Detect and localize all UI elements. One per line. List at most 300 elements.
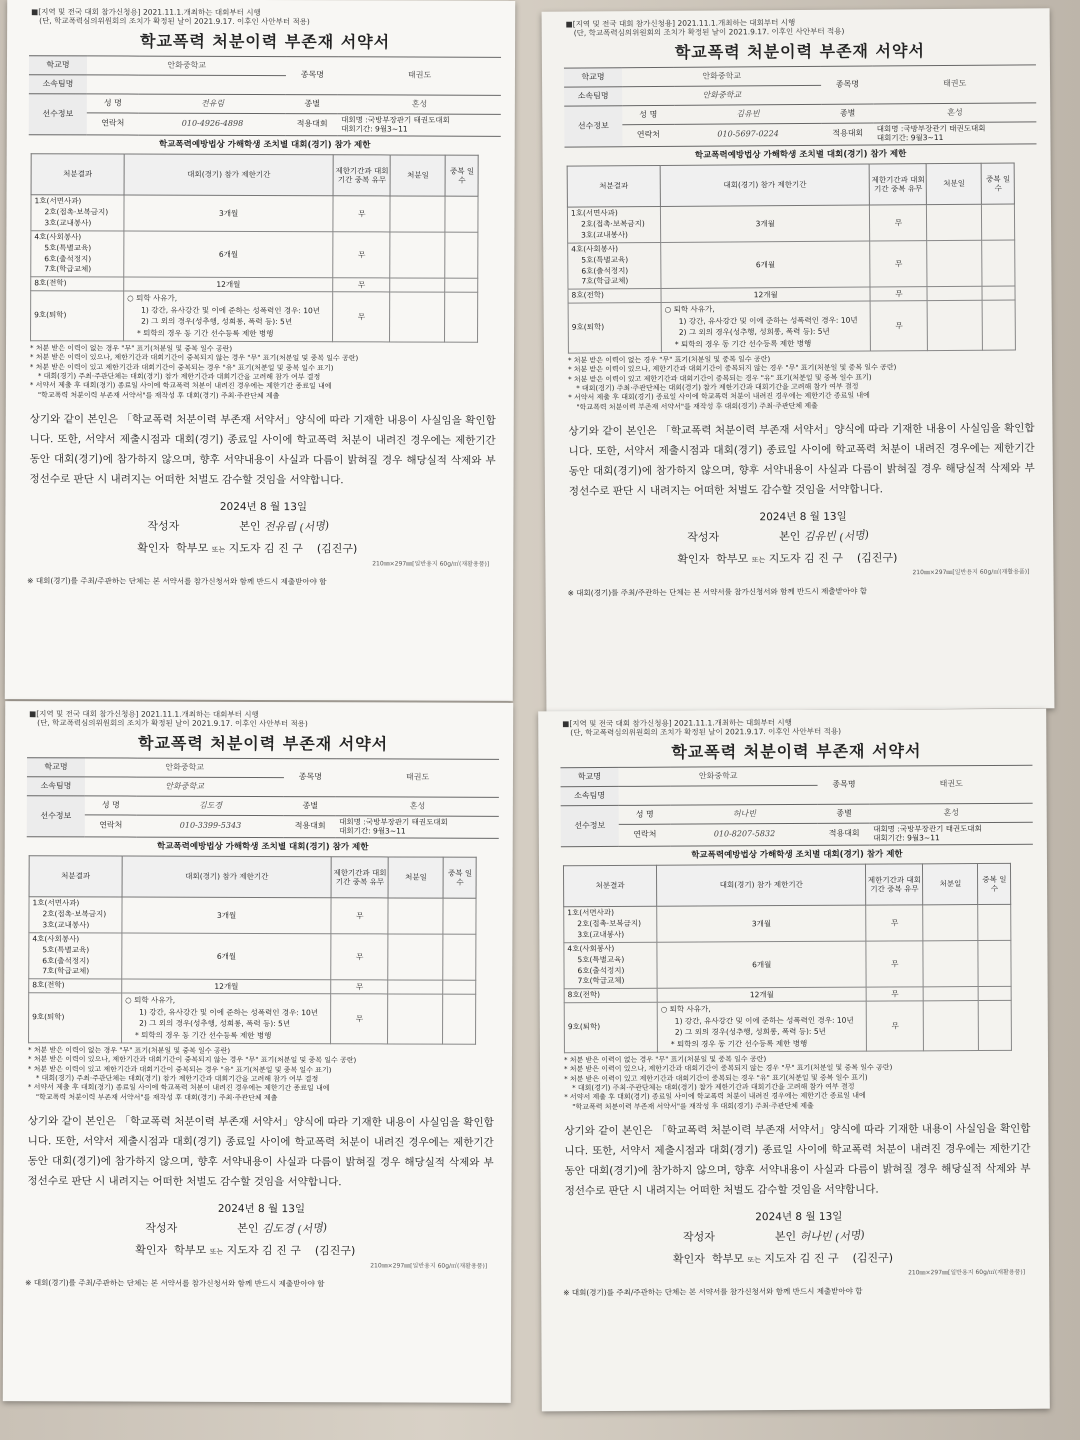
parent-label: 학부모: [176, 541, 209, 555]
column-header: 처분일: [388, 857, 443, 898]
confirmer-signature-row: [135, 1243, 497, 1258]
overlap-days-cell: [982, 240, 1015, 287]
disposition-item: 4호(사회봉사): [32, 933, 80, 944]
expulsion-terms: [124, 291, 334, 341]
expulsion-line: 1) 강간, 유사강간 및 이에 준하는 성폭력인 경우: 10년: [678, 315, 858, 326]
writer-label: 작성자: [687, 530, 720, 544]
competition-name: 대회명 :국방부장관기 태권도대회: [876, 123, 986, 134]
note-line: * 서약서 제출 후 대회(경기) 종료일 사이에 학교폭력 처분이 내려진 경우에는 제한기간 종료일 내에: [568, 391, 870, 402]
writer-signature-row: [145, 1222, 497, 1237]
signature-mark: (서명): [838, 528, 870, 545]
coach-signature: (김진구): [856, 551, 898, 565]
label-school: 학교명: [27, 757, 85, 776]
expulsion-line: 1) 강간, 유사강간 및 이에 준하는 성폭력인 경우: 10년: [141, 305, 321, 315]
disposition-date-cell: [388, 994, 443, 1044]
label-athlete: 선수정보: [564, 105, 622, 146]
overlap-days-cell: [443, 980, 476, 994]
team-value: [87, 75, 286, 95]
form-header-line: ■[지역 및 전국 대회 참가신청용] 2021.11.1.개최하는 대회부터 시행: [31, 7, 261, 18]
expulsion-terms: [661, 301, 871, 352]
restriction-period: 12개월: [661, 287, 870, 302]
parent-label: 학부모: [716, 552, 749, 566]
label-name: 성 명: [87, 94, 139, 113]
form-header-line: ■[지역 및 전국 대회 참가신청용] 2021.11.1.개최하는 대회부터 시행: [29, 709, 259, 720]
form-title: 학교폭력 처분이력 부존재 서약서: [139, 31, 391, 52]
form-header-note: (단, 학교폭력심의위원회의 조치가 확정된 날이 2021.9.17. 이후인 사안부터 적용): [39, 16, 310, 27]
column-header: 중복 일수: [443, 857, 476, 898]
form-footer-note: ※ 대회(경기)를 주최/주관하는 단체는 본 서약서를 참가신청서와 함께 반드시 제출받아야 함: [27, 576, 327, 587]
disposition-date-cell: [923, 905, 978, 941]
column-header: 처분일: [927, 163, 982, 204]
athlete-info-table: [560, 764, 1032, 846]
overlap-days-cell: [445, 196, 478, 232]
overlap-cell: 무: [333, 196, 390, 232]
overlap-days-cell: [978, 904, 1011, 940]
name-value: 김도경: [137, 796, 284, 816]
column-header: 제한기간과 대회기간 중복 유무: [870, 164, 927, 205]
disposition-item: 7호(학급교체): [44, 264, 92, 274]
disposition-item: 8호(전학): [571, 290, 604, 300]
column-header: 처분결과: [567, 166, 660, 208]
restriction-period: 3개월: [124, 195, 334, 231]
competition-period: 대회기간: 9월3~11: [873, 833, 940, 843]
disposition-item: 2호(접촉·보복금지): [44, 207, 109, 217]
expulsion-line: * 퇴학의 경우 동 기간 선수등록 제한 병행: [135, 1030, 272, 1041]
label-athlete: 선수정보: [29, 93, 87, 134]
pledge-form-sheet: [538, 709, 1050, 1412]
table-row: [31, 230, 479, 278]
expulsion-line: * 퇴학의 경우 동 기간 선수등록 제한 병행: [670, 1038, 808, 1049]
label-team: 소속팀명: [564, 86, 622, 105]
disposition-item: 5호(특별교육): [577, 954, 625, 964]
school-value: 안화중학교: [87, 56, 286, 76]
note-line: * 처분 받은 이력이 없는 경우 "무" 표기(처분일 및 중복 일수 공란): [29, 343, 233, 353]
restriction-table: [28, 855, 477, 1044]
label-athlete: 선수정보: [561, 805, 619, 846]
phone-value: 010-8207-5832: [671, 823, 819, 846]
column-header: 대회(경기) 참가 제한기간: [124, 154, 334, 196]
writer-signature-row: [147, 520, 499, 535]
column-header: 처분결과: [29, 856, 122, 897]
phone-value: 010-4926-4898: [139, 113, 286, 135]
phone-value: 010-3399-5343: [137, 815, 284, 837]
name-value: 김유빈: [674, 104, 822, 124]
notes-block: [28, 344, 500, 402]
coach-signature: (김진구): [852, 1251, 894, 1265]
or-label: 또는: [751, 556, 766, 565]
disposition-item: 6호(출석정지): [581, 265, 629, 276]
label-sport: 종목명: [286, 56, 338, 94]
disposition-item: 1호(서면사과): [567, 908, 615, 918]
signature-mark: (서명): [296, 1220, 328, 1237]
athlete-info-table: [27, 757, 499, 838]
disposition-date-cell: [927, 286, 982, 300]
label-competition: 적용대회: [818, 823, 870, 845]
overlap-cell: 무: [867, 987, 924, 1001]
table-header-row: [31, 154, 479, 197]
table-row: [567, 204, 1015, 243]
overlap-days-cell: [979, 1000, 1012, 1050]
overlap-days-cell: [982, 204, 1015, 240]
label-sport: 종목명: [818, 766, 870, 804]
disposition-item: 2호(접촉·보복금지): [577, 918, 642, 929]
table-row: [568, 240, 1016, 290]
team-value: 안화중학교: [85, 777, 284, 797]
disposition-item: 3호(교내봉사): [581, 230, 629, 240]
disposition-item: 4호(사회봉사): [567, 943, 615, 953]
event-value: 혼성: [338, 95, 501, 115]
expulsion-line: 2) 그 외의 경우(성추행, 성희롱, 폭력 등): 5년: [678, 327, 830, 338]
label-sport: 종목명: [821, 66, 873, 104]
restriction-subtitle: 학교폭력예방법상 가해학생 조치별 대회(경기) 참가 제한: [694, 148, 907, 161]
table-row: [568, 300, 1016, 353]
note-line: * 서약서 제출 후 대회(경기) 종료일 사이에 학교폭력 처분이 내려진 경우에는 제한기간 종료일 내에: [27, 1083, 330, 1093]
note-line: * 처분 받은 이력이 있으나, 제한기간과 대회기간이 중복되지 않는 경우 "무" 표기(처분일 및 중복 일수 공란): [29, 353, 359, 363]
restriction-period: 6개월: [657, 941, 867, 989]
disposition-item: 3호(교내봉사): [44, 218, 92, 228]
note-line: * 처분 받은 이력이 있으나, 제한기간과 대회기간이 중복되지 않는 경우 "무" 표기(처분일 및 중복 일수 공란): [27, 1055, 357, 1065]
expulsion-line: 2) 그 외의 경우(성추행, 성희롱, 폭력 등): 5년: [141, 316, 293, 327]
or-label: 또는: [211, 545, 226, 554]
disposition-item: 6호(출석정지): [42, 955, 90, 965]
competition-period: 대회기간: 9월3~11: [341, 124, 408, 134]
competition-value: [870, 822, 1033, 845]
self-label: 본인: [237, 1222, 259, 1236]
column-header: 처분일: [390, 155, 445, 196]
notes-block: [562, 1053, 1034, 1112]
note-line: * 서약서 제출 후 대회(경기) 종료일 사이에 학교폭력 처분이 내려진 경우에는 제한기간 종료일 내에: [564, 1091, 866, 1102]
note-line: * 처분 받은 이력이 있고 제한기간과 대회기간이 중복되는 경우 "유" 표기(처분일 및 중복 일수 표기): [568, 372, 872, 384]
form-title: 학교폭력 처분이력 부존재 서약서: [674, 40, 925, 62]
overlap-cell: 무: [866, 941, 923, 988]
restriction-table: [567, 163, 1017, 354]
event-value: 혼성: [874, 103, 1037, 123]
label-sport: 종목명: [284, 758, 336, 796]
label-contact: 연락처: [87, 113, 139, 135]
writer-signature-row: [687, 528, 1039, 544]
signature-mark: (서명): [298, 518, 330, 535]
pledge-text: 상기와 같이 본인은 「학교폭력 처분이력 부존재 서약서」양식에 따라 기재한 내용이 사실임을 확인합니다. 또한, 서약서 제출시점과 대회(경기) 종료일 사이에 학교폭력 처분이 내려진 경우에는 제한기간 동안 대회(경기)에 참가하지 않으며, 향후 서약내용이 사실과 다름이 밝혀질 경우 해당실적 삭제와 부정선수로 판단 시 내려지는 어떠한 처벌도 감수할 것임을 서약합니다.: [27, 1115, 494, 1189]
coach-label: 지도자 김 진 구: [226, 1243, 301, 1258]
expulsion-line: * 퇴학의 경우 동 기간 선수등록 제한 병행: [674, 338, 812, 349]
disposition-date-cell: [390, 292, 445, 342]
disposition-item: 3호(교내봉사): [42, 920, 90, 930]
disposition-item: 9호(퇴학): [571, 322, 605, 332]
column-header: 제한기간과 대회기간 중복 유무: [331, 857, 388, 898]
note-line: "학교폭력 처분이력 부존재 서약서"를 재작성 후 대회(경기) 주최·주관단체 제출: [35, 1093, 278, 1102]
event-value: 혼성: [870, 803, 1033, 823]
writer-signature-row: [683, 1229, 1035, 1245]
pledge-text: 상기와 같이 본인은 「학교폭력 처분이력 부존재 서약서」양식에 따라 기재한 내용이 사실임을 확인합니다. 또한, 서약서 제출시점과 대회(경기) 종료일 사이에 학교폭력 처분이 내려진 경우에는 제한기간 동안 대회(경기)에 참가하지 않으며, 향후 서약내용이 사실과 다름이 밝혀질 경우 해당실적 삭제와 부정선수로 판단 시 내려지는 어떠한 처벌도 감수할 것임을 서약합니다.: [568, 422, 1035, 498]
label-name: 성 명: [85, 796, 137, 815]
disposition-date-cell: [390, 278, 445, 292]
parent-label: 학부모: [174, 1243, 207, 1257]
signature-mark: (서명): [834, 1228, 866, 1245]
disposition-item: 1호(서면사과): [570, 208, 618, 218]
event-value: 혼성: [336, 797, 499, 817]
disposition-item: 7호(학급교체): [577, 976, 625, 986]
competition-value: [336, 816, 499, 838]
form-header-line: ■[지역 및 전국 대회 참가신청용] 2021.11.1.개최하는 대회부터 시행: [565, 18, 796, 29]
writer-label: 작성자: [145, 1221, 178, 1235]
label-contact: 연락처: [622, 124, 674, 146]
note-line: * 처분 받은 이력이 없는 경우 "무" 표기(처분일 및 중복 일수 공란): [567, 354, 771, 365]
disposition-item: 5호(특별교육): [42, 944, 90, 955]
form-footer-note: ※ 대회(경기)를 주최/주관하는 단체는 본 서약서를 참가신청서와 함께 반드시 제출받아야 함: [563, 1286, 863, 1298]
sport-value: 태권도: [338, 57, 501, 96]
disposition-item: 1호(서면사과): [34, 196, 82, 206]
note-line: * 처분 받은 이력이 없는 경우 "무" 표기(처분일 및 중복 일수 공란): [27, 1045, 231, 1055]
overlap-cell: 무: [331, 980, 388, 994]
disposition-item: 9호(퇴학): [34, 310, 67, 320]
coach-signature: (김진구): [316, 542, 358, 556]
expulsion-line: ○ 퇴학 사유가,: [660, 1004, 711, 1014]
paper-spec: 210㎜×297㎜[일반용지 60g/㎡(재활용품)]: [912, 568, 1030, 576]
disposition-item: 2호(접촉·보복금지): [42, 909, 107, 919]
overlap-cell: 무: [333, 232, 390, 279]
overlap-days-cell: [445, 278, 478, 292]
self-label: 본인: [779, 530, 801, 544]
overlap-days-cell: [445, 292, 478, 342]
disposition-item: 8호(전학): [32, 980, 65, 990]
notes-block: [566, 353, 1038, 413]
overlap-cell: 무: [870, 240, 927, 287]
self-label: 본인: [774, 1230, 797, 1244]
competition-name: 대회명 :국방부장관기 태권도대회: [873, 823, 982, 834]
form-title: 학교폭력 처분이력 부존재 서약서: [671, 741, 922, 762]
confirmer-label: 확인자: [673, 1252, 705, 1266]
or-label: 또는: [747, 1256, 761, 1265]
label-competition: 적용대회: [286, 113, 338, 135]
overlap-cell: 무: [331, 994, 388, 1044]
athlete-info-table: [564, 64, 1037, 147]
disposition-date-cell: [927, 240, 982, 287]
pledge-text: 상기와 같이 본인은 「학교폭력 처분이력 부존재 서약서」양식에 따라 기재한 내용이 사실임을 확인합니다. 또한, 서약서 제출시점과 대회(경기) 종료일 사이에 학교폭력 처분이 내려진 경우에는 제한기간 동안 대회(경기)에 참가하지 않으며, 향후 서약내용이 사실과 다름이 밝혀질 경우 해당실적 삭제와 부정선수로 판단 시 내려지는 어떠한 처벌도 감수할 것임을 서약합니다.: [29, 413, 496, 487]
label-school: 학교명: [560, 767, 618, 786]
self-name: 전유림: [264, 520, 296, 534]
disposition-item: 7호(학급교체): [42, 966, 90, 976]
column-header: 중복 일수: [445, 155, 478, 196]
name-value: 전유림: [139, 94, 286, 114]
table-row: [29, 993, 477, 1044]
expulsion-line: 1) 강간, 유사강간 및 이에 준하는 성폭력인 경우: 10년: [674, 1015, 854, 1026]
restriction-table: [30, 153, 479, 342]
overlap-cell: 무: [867, 1001, 924, 1051]
pledge-form-sheet: [542, 8, 1055, 712]
athlete-info-table: [29, 55, 501, 136]
table-header-row: [563, 863, 1011, 906]
form-header-note: (단, 학교폭력심의위원회의 조치가 확정된 날이 2021.9.17. 이후인 사안부터 적용): [37, 718, 308, 729]
expulsion-line: 1) 강간, 유사강간 및 이에 준하는 성폭력인 경우: 10년: [139, 1007, 319, 1017]
confirmer-label: 확인자: [135, 1243, 168, 1257]
label-contact: 연락처: [85, 815, 137, 837]
self-name: 김도경: [262, 1222, 294, 1236]
disposition-date-cell: [923, 940, 978, 987]
overlap-cell: 무: [333, 278, 390, 292]
pledge-form-sheet: [5, 0, 515, 701]
label-event: 종별: [286, 94, 338, 113]
sport-value: 태권도: [870, 765, 1033, 804]
column-header: 중복 일수: [982, 163, 1015, 204]
disposition-date-cell: [388, 898, 443, 934]
restriction-period: 3개월: [657, 905, 867, 942]
table-row: [29, 897, 477, 934]
overlap-cell: 무: [866, 905, 923, 941]
note-line: * 처분 받은 이력이 있고 제한기간과 대회기간이 중복되는 경우 "유" 표기(처분일 및 중복 일수 표기): [29, 362, 334, 372]
self-name: 김유빈: [803, 529, 836, 544]
pledge-date: 2024년 8 월 13일: [219, 500, 308, 514]
disposition-date-cell: [924, 1001, 979, 1051]
label-team: 소속팀명: [29, 74, 87, 93]
disposition-item: 1호(서면사과): [32, 898, 80, 908]
label-athlete: 선수정보: [27, 795, 85, 836]
disposition-item: 8호(전학): [34, 278, 67, 288]
label-team: 소속팀명: [561, 786, 619, 805]
overlap-cell: 무: [870, 205, 927, 241]
overlap-cell: 무: [870, 301, 927, 351]
writer-label: 작성자: [147, 519, 180, 533]
label-competition: 적용대회: [822, 123, 874, 145]
competition-name: 대회명 :국방부장관기 태권도대회: [339, 817, 448, 827]
note-line: "학교폭력 처분이력 부존재 서약서"를 재작성 후 대회(경기) 주최·주관단체 제출: [572, 1101, 814, 1111]
form-header-note: (단, 학교폭력심의위원회의 조치가 확정된 날이 2021.9.17. 이후인 사안부터 적용): [570, 727, 842, 738]
overlap-cell: 무: [870, 287, 927, 301]
restriction-period: 12개월: [657, 987, 866, 1002]
confirmer-label: 확인자: [137, 541, 170, 555]
restriction-period: 12개월: [122, 979, 331, 994]
disposition-item: 5호(특별교육): [44, 242, 92, 253]
form-header-line: ■[지역 및 전국 대회 참가신청용] 2021.11.1.개최하는 대회부터 시행: [562, 718, 792, 729]
coach-label: 지도자 김 진 구: [768, 551, 843, 566]
disposition-item: 9호(퇴학): [32, 1012, 65, 1022]
overlap-days-cell: [443, 898, 476, 934]
pledge-text: 상기와 같이 본인은 「학교폭력 처분이력 부존재 서약서」양식에 따라 기재한 내용이 사실임을 확인합니다. 또한, 서약서 제출시점과 대회(경기) 종료일 사이에 학교폭력 처분이 내려진 경우에는 제한기간 동안 대회(경기)에 참가하지 않으며, 향후 서약내용이 사실과 다름이 밝혀질 경우 해당실적 삭제와 부정선수로 판단 시 내려지는 어떠한 처벌도 감수할 것임을 서약합니다.: [564, 1123, 1031, 1198]
note-line: * 처분 받은 이력이 있고 제한기간과 대회기간이 중복되는 경우 "유" 표기(처분일 및 중복 일수 표기): [27, 1064, 332, 1074]
paper-spec: 210㎜×297㎜[일반용지 60g/㎡(재활용품)]: [370, 1262, 488, 1270]
team-value: [619, 785, 818, 805]
restriction-period: 12개월: [124, 277, 333, 292]
column-header: 처분결과: [563, 865, 656, 906]
disposition-date-cell: [927, 300, 982, 350]
restriction-period: 6개월: [661, 241, 871, 289]
note-line: "학교폭력 처분이력 부존재 서약서"를 재작성 후 대회(경기) 주최·주관단체 제출: [576, 401, 818, 412]
name-value: 허나빈: [671, 804, 818, 824]
overlap-cell: 무: [331, 898, 388, 934]
form-footer-note: ※ 대회(경기)를 주최/주관하는 단체는 본 서약서를 참가신청서와 함께 반드시 제출받아야 함: [567, 586, 867, 598]
note-line: * 처분 받은 이력이 있으나, 제한기간과 대회기간이 중복되지 않는 경우 "무" 표기(처분일 및 중복 일수 공란): [568, 363, 897, 374]
column-header: 처분일: [923, 864, 978, 905]
paper-spec: 210㎜×297㎜[일반용지 60g/㎡(재활용품)]: [372, 560, 490, 568]
disposition-date-cell: [927, 204, 982, 240]
disposition-item: 8호(전학): [567, 990, 601, 1000]
restriction-subtitle: 학교폭력예방법상 가해학생 조치별 대회(경기) 참가 제한: [158, 139, 371, 150]
form-header-note: (단, 학교폭력심의위원회의 조치가 확정된 날이 2021.9.17. 이후인 사안부터 적용): [573, 27, 845, 38]
confirmer-label: 확인자: [677, 552, 710, 566]
note-line: "학교폭력 처분이력 부존재 서약서"를 재작성 후 대회(경기) 주최·주관단체 제출: [37, 391, 280, 400]
sport-value: 태권도: [336, 759, 499, 798]
label-competition: 적용대회: [284, 815, 336, 837]
label-school: 학교명: [564, 67, 622, 86]
label-team: 소속팀명: [27, 776, 85, 795]
sport-value: 태권도: [873, 65, 1036, 104]
overlap-days-cell: [979, 987, 1012, 1001]
note-line: * 대회(경기) 주최·주관단체는 대회(경기) 참가 제한기간과 대회기간을 고려해 참가 여부 결정: [35, 1074, 319, 1084]
coach-label: 지도자 김 진 구: [764, 1251, 839, 1266]
self-name: 허나빈: [799, 1229, 832, 1244]
disposition-item: 3호(교내봉사): [577, 929, 625, 940]
restriction-table: [563, 863, 1012, 1053]
label-event: 종별: [822, 104, 874, 123]
expulsion-line: 2) 그 외의 경우(성추행, 성희롱, 폭력 등): 5년: [139, 1018, 291, 1029]
disposition-date-cell: [390, 232, 445, 279]
team-value: 안화중학교: [622, 85, 822, 105]
disposition-item: 4호(사회봉사): [571, 244, 619, 254]
overlap-cell: 무: [331, 934, 388, 981]
disposition-item: 9호(퇴학): [567, 1021, 601, 1032]
disposition-date-cell: [388, 934, 443, 981]
note-line: * 대회(경기) 주최·주관단체는 대회(경기) 참가 제한기간과 대회기간을 고려해 참가 여부 결정: [576, 382, 859, 393]
or-label: 또는: [209, 1247, 224, 1256]
form-title: 학교폭력 처분이력 부존재 서약서: [137, 733, 389, 754]
note-line: * 처분 받은 이력이 있으나, 제한기간과 대회기간이 중복되지 않는 경우 "무" 표기(처분일 및 중복 일수 공란): [564, 1063, 893, 1074]
disposition-item: 6호(출석정지): [577, 965, 625, 975]
confirmer-signature-row: [673, 1251, 1035, 1267]
expulsion-line: ○ 퇴학 사유가,: [664, 304, 715, 315]
table-row: [564, 940, 1012, 989]
note-line: * 서약서 제출 후 대회(경기) 종료일 사이에 학교폭력 처분이 내려진 경우에는 제한기간 종료일 내에: [29, 381, 332, 391]
note-line: * 대회(경기) 주최·주관단체는 대회(경기) 참가 제한기간과 대회기간을 고려해 참가 여부 결정: [37, 372, 321, 382]
disposition-item: 7호(학급교체): [581, 276, 629, 286]
restriction-period: 6개월: [122, 933, 332, 980]
competition-value: [338, 114, 501, 136]
expulsion-line: * 퇴학의 경우 동 기간 선수등록 제한 병행: [137, 328, 274, 339]
pledge-form-sheet: [3, 701, 513, 1403]
label-contact: 연락처: [619, 824, 671, 846]
column-header: 대회(경기) 참가 제한기간: [656, 864, 866, 906]
table-row: [31, 291, 479, 342]
label-name: 성 명: [619, 805, 671, 824]
coach-label: 지도자 김 진 구: [228, 541, 303, 556]
overlap-days-cell: [982, 300, 1015, 350]
overlap-days-cell: [445, 232, 478, 279]
coach-signature: (김진구): [314, 1244, 356, 1258]
restriction-period: 3개월: [122, 897, 332, 933]
restriction-period: 6개월: [124, 231, 334, 278]
column-header: 대회(경기) 참가 제한기간: [122, 856, 332, 898]
expulsion-line: ○ 퇴학 사유가,: [127, 293, 178, 303]
form-footer-note: ※ 대회(경기)를 주최/주관하는 단체는 본 서약서를 참가신청서와 함께 반드시 제출받아야 함: [25, 1278, 325, 1289]
note-line: * 처분 받은 이력이 없는 경우 "무" 표기(처분일 및 중복 일수 공란): [563, 1054, 767, 1064]
competition-value: [874, 122, 1037, 145]
overlap-days-cell: [443, 994, 476, 1044]
expulsion-terms: [657, 1001, 867, 1052]
competition-name: 대회명 :국방부장관기 태권도대회: [341, 115, 450, 125]
overlap-cell: 무: [333, 292, 390, 342]
label-event: 종별: [284, 796, 336, 815]
restriction-period: 3개월: [660, 205, 870, 242]
competition-period: 대회기간: 9월3~11: [876, 133, 944, 143]
column-header: 제한기간과 대회기간 중복 유무: [333, 155, 390, 196]
self-label: 본인: [239, 520, 261, 534]
label-event: 종별: [818, 804, 870, 823]
table-header-row: [29, 856, 477, 899]
expulsion-line: 2) 그 외의 경우(성추행, 성희롱, 폭력 등): 5년: [674, 1027, 826, 1037]
paper-spec: 210㎜×297㎜[일반용지 60g/㎡(재활용품)]: [908, 1268, 1026, 1277]
table-row: [564, 1000, 1012, 1052]
table-row: [31, 195, 479, 232]
disposition-item: 5호(특별교육): [581, 254, 629, 265]
restriction-subtitle: 학교폭력예방법상 가해학생 조치별 대회(경기) 참가 제한: [156, 841, 369, 852]
